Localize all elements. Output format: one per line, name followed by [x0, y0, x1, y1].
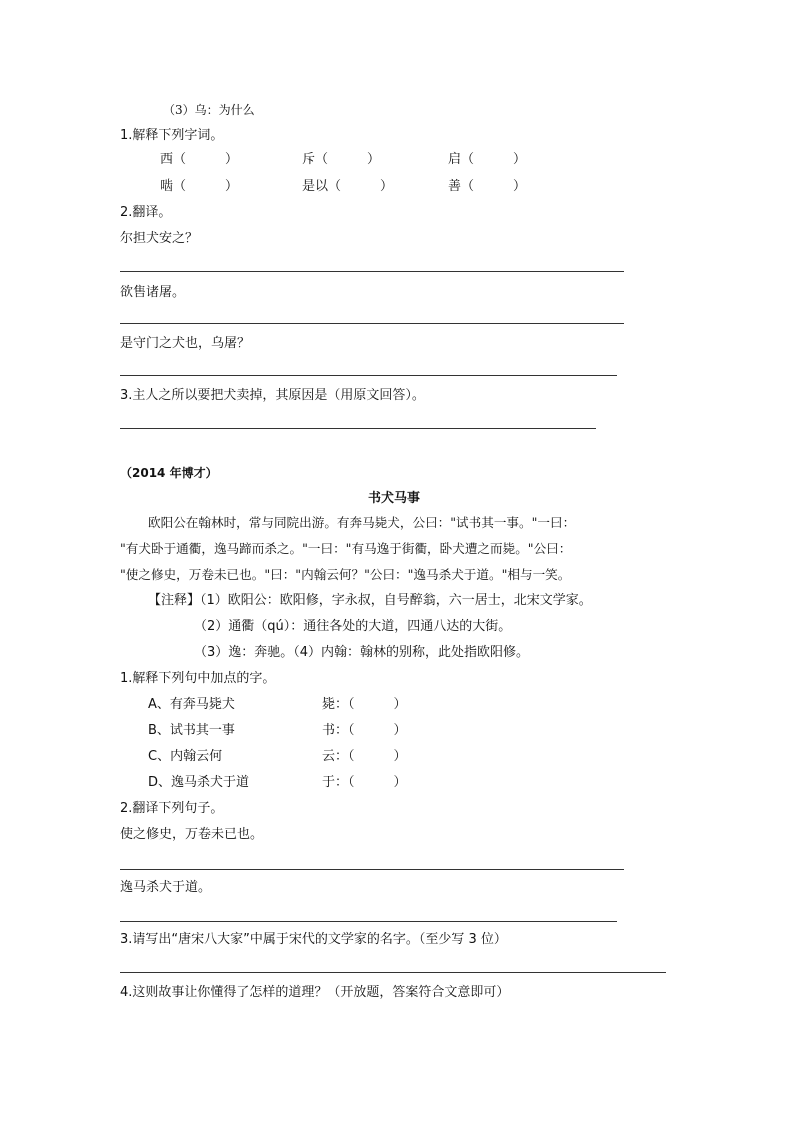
q2-title: 2.翻译。 [120, 205, 172, 220]
passage-line: 欧阳公在翰林时，常与同院出游。有奔马毙犬，公曰："试书其一事。"一曰： [148, 515, 576, 530]
option-sentence: C、内翰云何 [148, 749, 223, 764]
vocab-item: 斥（ ） [302, 152, 381, 167]
option-answer: 于：（ ） [322, 775, 407, 790]
answer-line [120, 921, 617, 922]
q1-title: 1.解释下列句中加点的字。 [120, 671, 276, 686]
vocab-item: 西（ ） [160, 152, 239, 167]
note-3: （3）乌：为什么 [163, 103, 255, 117]
translate-sentence: 逸马杀犬于道。 [120, 880, 212, 895]
year-label: （2014 年博才） [120, 466, 218, 480]
translate-sentence: 尔担犬安之？ [120, 231, 199, 246]
passage-line: "有犬卧于通衢，逸马蹄而杀之。"一曰："有马逸于街衢，卧犬遭之而毙。"公曰： [120, 541, 572, 556]
option-sentence: A、有奔马毙犬 [148, 697, 235, 712]
answer-line [120, 869, 624, 870]
vocab-item: 是以（ ） [302, 179, 394, 194]
q3-text: 3.主人之所以要把犬卖掉，其原因是（用原文回答）。 [120, 388, 425, 403]
option-sentence: D、逸马杀犬于道 [148, 775, 250, 790]
answer-line [120, 375, 617, 376]
option-answer: 云：（ ） [322, 749, 407, 764]
vocab-item: 啮（ ） [160, 179, 239, 194]
answer-line [120, 271, 624, 272]
vocab-item: 启（ ） [448, 152, 527, 167]
passage-title: 书犬马事 [368, 491, 421, 506]
q1-title: 1.解释下列字词。 [120, 128, 224, 143]
vocab-item: 善（ ） [448, 179, 527, 194]
note-line: （3）逸：奔驰。（4）内翰：翰林的别称，此处指欧阳修。 [194, 645, 530, 660]
translate-sentence: 使之修史，万卷未已也。 [120, 827, 264, 842]
note-line: （2）通衢（qú）：通往各处的大道，四通八达的大街。 [194, 619, 512, 634]
passage-line: "使之修史，万卷未已也。"曰："内翰云何？"公曰："逸马杀犬于道。"相与一笑。 [120, 567, 571, 582]
note-line: 【注释】（1）欧阳公：欧阳修，字永叔，自号醉翁，六一居士，北宋文学家。 [148, 593, 592, 608]
q2-title: 2.翻译下列句子。 [120, 801, 224, 816]
option-sentence: B、试书其一事 [148, 723, 235, 738]
translate-sentence: 欲售诸屠。 [120, 285, 186, 300]
option-answer: 书：（ ） [322, 723, 407, 738]
q3-text: 3.请写出“唐宋八大家”中属于宋代的文学家的名字。（至少写 3 位） [120, 932, 507, 947]
option-answer: 毙：（ ） [322, 697, 407, 712]
answer-line [120, 323, 624, 324]
q4-text: 4.这则故事让你懂得了怎样的道理？（开放题，答案符合文意即可） [120, 985, 510, 1000]
answer-line [120, 428, 596, 429]
translate-sentence: 是守门之犬也，乌屠？ [120, 336, 251, 351]
answer-line [120, 972, 666, 973]
